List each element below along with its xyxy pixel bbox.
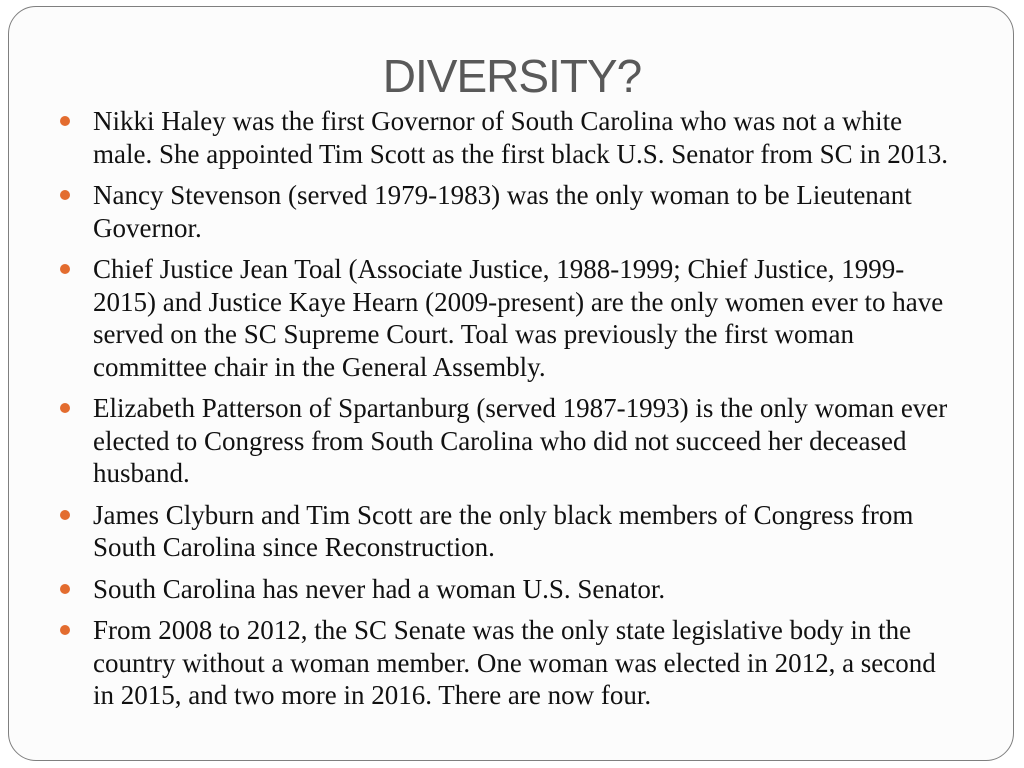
bullet-text: Nikki Haley was the first Governor of South Carolina who was not a white male. She appointed Tim Scott as the first black U.S. Senator from SC in 2013. <box>93 106 948 169</box>
bullet-item <box>60 253 960 383</box>
bullet-item <box>60 179 960 244</box>
bullet-text: Nancy Stevenson (served 1979-1983) was the only woman to be Lieutenant Governor. <box>93 180 912 243</box>
bullet-dot-icon <box>60 584 70 594</box>
bullet-list <box>60 105 960 721</box>
bullet-item <box>60 105 960 170</box>
bullet-dot-icon <box>60 116 70 126</box>
bullet-item <box>60 392 960 490</box>
bullet-item <box>60 614 960 712</box>
slide-title: DIVERSITY? <box>382 50 642 102</box>
bullet-text: James Clyburn and Tim Scott are the only black members of Congress from South Carolina since Reconstruction. <box>93 499 914 562</box>
bullet-dot-icon <box>60 403 70 413</box>
bullet-dot-icon <box>60 190 70 200</box>
bullet-item <box>60 573 960 606</box>
bullet-dot-icon <box>60 264 70 274</box>
bullet-dot-icon <box>60 625 70 635</box>
bullet-item <box>60 499 960 564</box>
bullet-text: Elizabeth Patterson of Spartanburg (served 1987-1993) is the only woman ever elected to Congress from South Carolina who did not succeed her deceased husband. <box>93 393 948 488</box>
bullet-dot-icon <box>60 510 70 520</box>
bullet-text: Chief Justice Jean Toal (Associate Justice, 1988-1999; Chief Justice, 1999-2015) and Justice Kaye Hearn (2009-present) are the only women ever to have served on the SC Supreme Court. Toal was previously the first woman committee chair in the General Assembly. <box>93 254 944 382</box>
bullet-text: South Carolina has never had a woman U.S. Senator. <box>93 573 666 604</box>
bullet-text: From 2008 to 2012, the SC Senate was the only state legislative body in the country without a woman member. One woman was elected in 2012, a second in 2015, and two more in 2016. There are now four. <box>93 615 936 710</box>
